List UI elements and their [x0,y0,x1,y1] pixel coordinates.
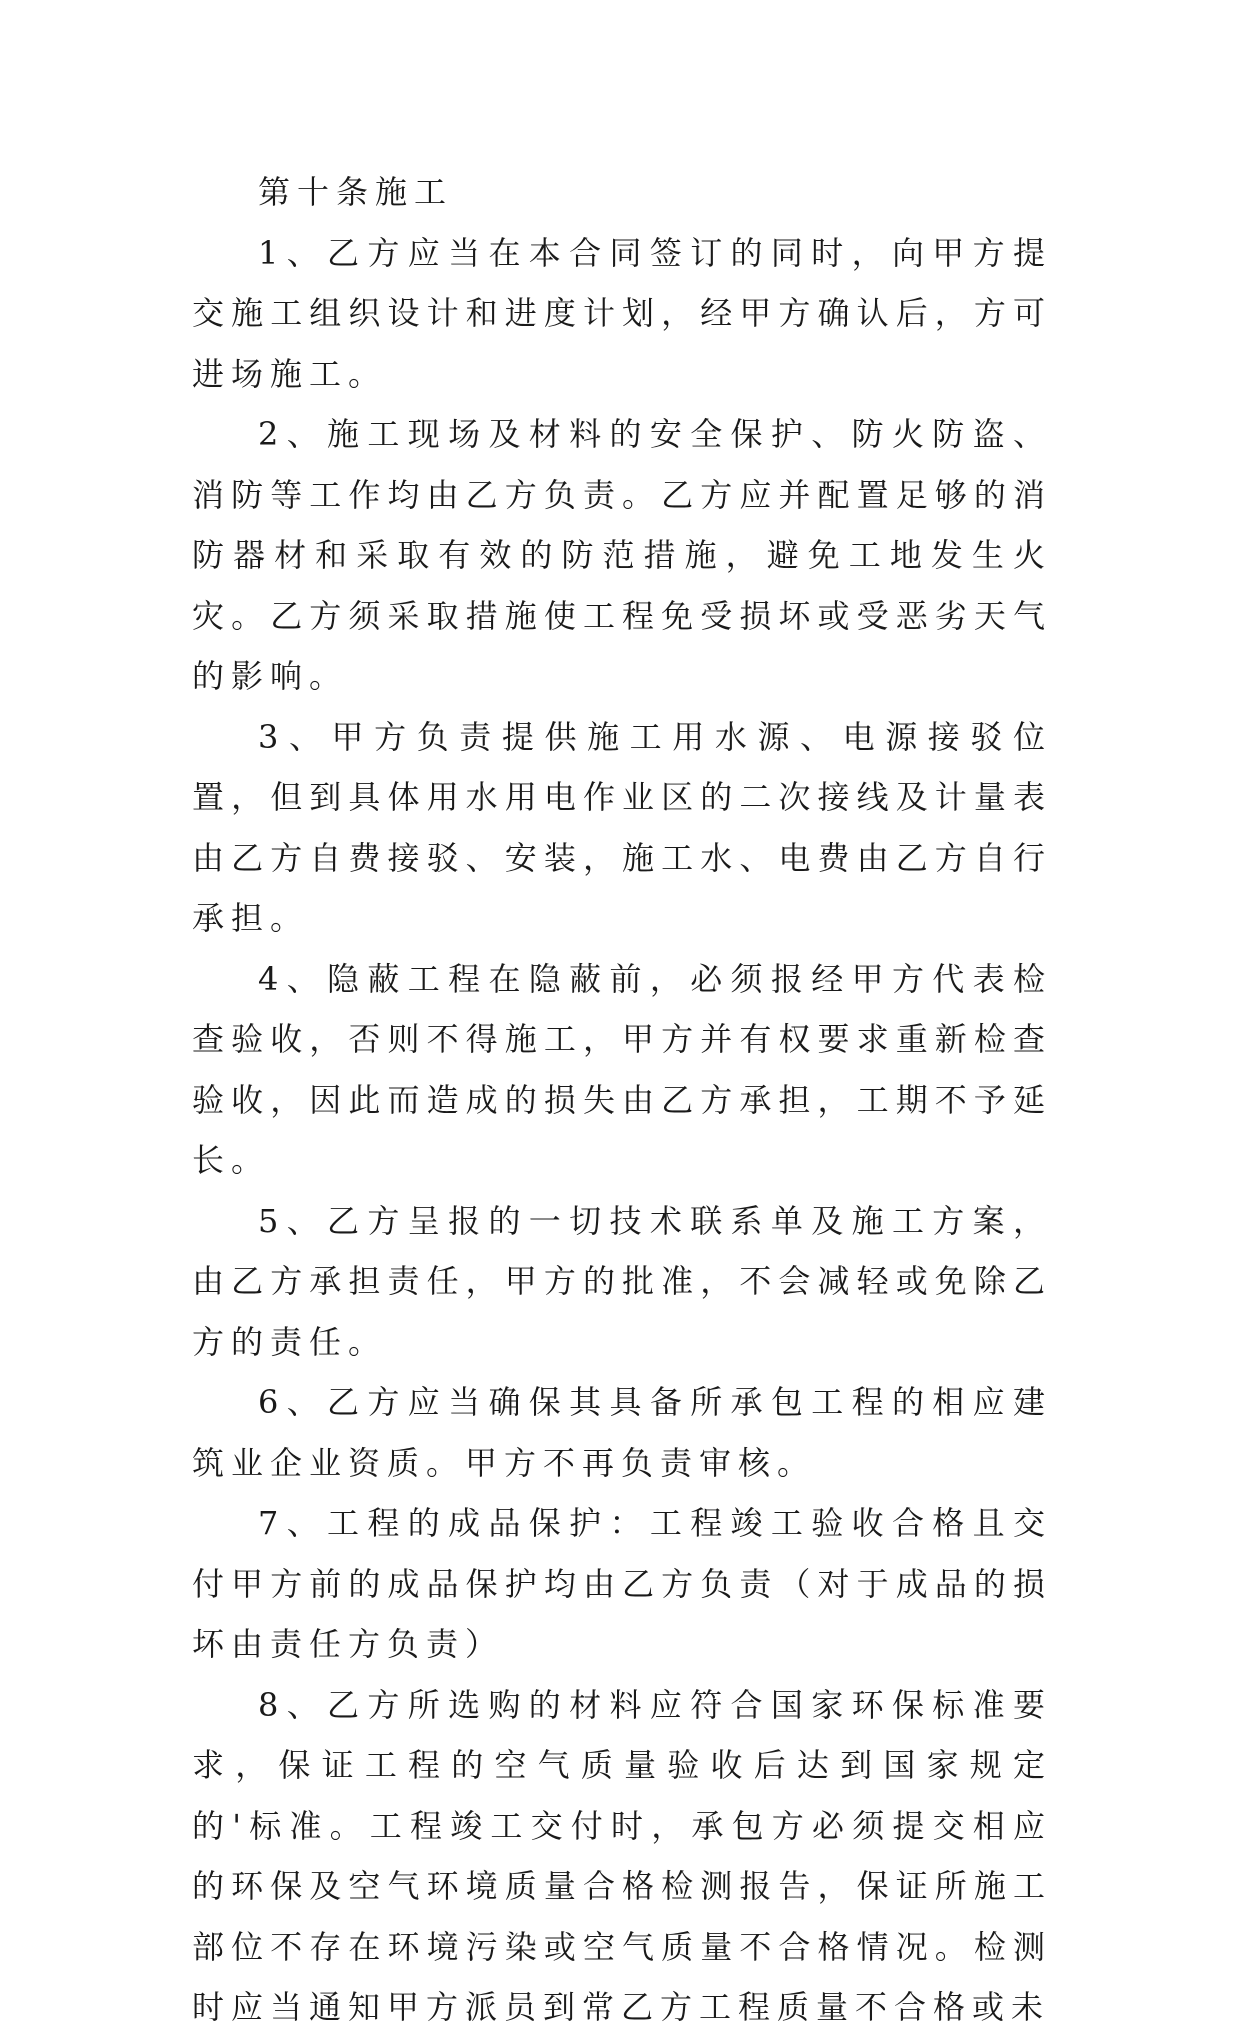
clause-4: 4、隐蔽工程在隐蔽前，必须报经甲方代表检查验收，否则不得施工，甲方并有权要求重新检查验收，因此而造成的损失由乙方承担，工期不予延长。 [192,959,1052,1179]
section-heading: 第十条施工 [258,173,454,211]
clause-6: 6、乙方应当确保其具备所承包工程的相应建筑业企业资质。甲方不再负责审核。 [192,1383,1052,1482]
clause-3: 3、甲方负责提供施工用水源、电源接驳位置，但到具体用水用电作业区的二次接线及计量表由乙方自费接驳、安装，施工水、电费由乙方自行承担。 [192,717,1052,937]
clause-8: 8、乙方所选购的材料应符合国家环保标准要求，保证工程的空气质量验收后达到国家规定的'标准。工程竣工交付时，承包方必须提交相应的环保及空气环境质量合格检测报告，保证所施工部位不存在环境污染或空气质量不合格情况。检测时应当通知甲方派员到常乙方工程质量不合格或未 [192,1685,1052,2026]
clause-1: 1、乙方应当在本合同签订的同时，向甲方提交施工组织设计和进度计划，经甲方确认后，方可进场施工。 [192,233,1052,393]
document-body [192,162,1052,2038]
clause-5: 5、乙方呈报的一切技术联系单及施工方案，由乙方承担责任，甲方的批准，不会减轻或免除乙方的责任。 [192,1201,1052,1361]
clause-7: 7、工程的成品保护：工程竣工验收合格且交付甲方前的成品保护均由乙方负责（对于成品的损坏由责任方负责） [192,1504,1052,1663]
clause-2: 2、施工现场及材料的安全保护、防火防盗、消防等工作均由乙方负责。乙方应并配置足够的消防器材和采取有效的防范措施，避免工地发生火灾。乙方须采取措施使工程免受损坏或受恶劣天气的影响。 [192,415,1052,695]
